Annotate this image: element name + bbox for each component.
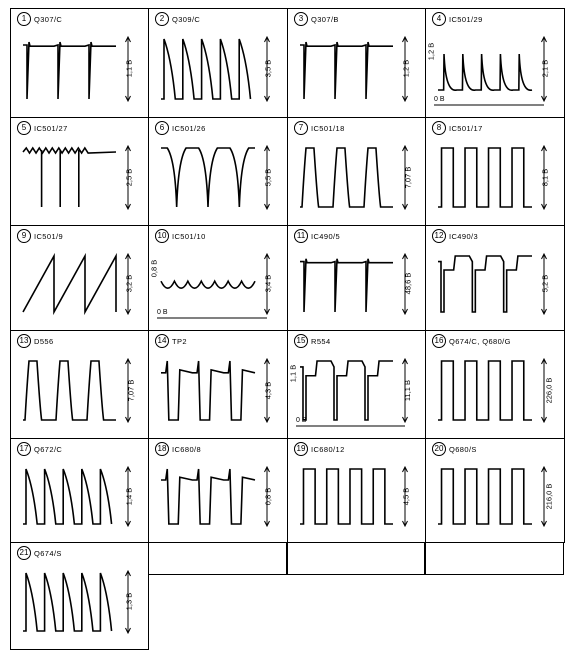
cell-number-badge: 1 <box>17 12 31 26</box>
amplitude-value: 4,3 В <box>263 381 273 399</box>
amplitude-value: 7,07 В <box>126 379 136 401</box>
oscillogram-cell-6 <box>148 117 288 226</box>
oscillogram-cell-8 <box>425 117 565 226</box>
waveform-trace <box>23 361 116 420</box>
test-point-label: Q680/S <box>449 444 477 454</box>
cell-number-badge: 6 <box>155 121 169 135</box>
secondary-amplitude-value: 0,8 В <box>149 259 159 278</box>
waveform-trace <box>300 469 393 524</box>
waveform-trace <box>23 469 112 524</box>
cell-number-badge: 11 <box>294 229 308 243</box>
amplitude-value: 1,2 В <box>401 59 411 78</box>
test-point-label: D556 <box>34 336 54 346</box>
waveform-trace <box>23 148 116 207</box>
waveform-trace <box>300 361 393 420</box>
oscillogram-cell-16 <box>425 330 565 439</box>
waveform-trace <box>438 361 532 420</box>
waveform-trace <box>161 148 255 207</box>
oscillogram-cell-20 <box>425 438 565 543</box>
amplitude-value: 7,07 В <box>403 166 413 188</box>
cell-number-badge: 13 <box>17 334 31 348</box>
waveform-trace <box>438 256 532 312</box>
cell-number-badge: 4 <box>432 12 446 26</box>
test-point-label: Q309/C <box>172 14 201 24</box>
waveform-trace <box>300 259 393 312</box>
test-point-label: Q674/S <box>34 548 62 558</box>
oscillogram-cell-21 <box>10 542 149 650</box>
test-point-label: Q307/B <box>311 14 339 24</box>
waveform-trace <box>161 39 250 99</box>
waveform-trace <box>438 469 532 524</box>
cell-number-badge: 14 <box>155 334 169 348</box>
oscillogram-cell-12 <box>425 225 565 331</box>
amplitude-value: 3,2 В <box>124 274 134 293</box>
oscillogram-cell-15 <box>287 330 426 439</box>
oscillogram-cell-14 <box>148 330 288 439</box>
test-point-label: IC490/5 <box>311 231 341 241</box>
cell-number-badge: 20 <box>432 442 446 456</box>
amplitude-value: 1,4 В <box>124 487 134 505</box>
oscillogram-cell-10 <box>148 225 288 331</box>
amplitude-value: 1,3 В <box>124 592 134 611</box>
amplitude-value: 5,5 В <box>263 168 273 186</box>
oscillogram-cell-2 <box>148 8 288 118</box>
cell-number-badge: 18 <box>155 442 169 456</box>
cell-number-badge: 15 <box>294 334 308 348</box>
secondary-amplitude-value: 1,1 В <box>288 364 298 383</box>
test-point-label: Q672/C <box>34 444 63 454</box>
amplitude-value: 5,2 В <box>540 274 550 293</box>
cell-number-badge: 8 <box>432 121 446 135</box>
test-point-label: IC501/29 <box>449 14 483 24</box>
test-point-label: Q307/C <box>34 14 63 24</box>
cell-number-badge: 7 <box>294 121 308 135</box>
waveform-trace <box>300 42 393 99</box>
zero-level-label: 0 В <box>434 96 445 103</box>
amplitude-value: 226,0 В <box>544 377 554 403</box>
cell-number-badge: 2 <box>155 12 169 26</box>
cell-number-badge: 19 <box>294 442 308 456</box>
test-point-label: IC680/12 <box>311 444 345 454</box>
waveform-trace <box>23 42 116 99</box>
zero-level-label: 0 В <box>157 309 168 316</box>
oscillogram-cell-1 <box>10 8 149 118</box>
test-point-label: IC501/18 <box>311 123 345 133</box>
amplitude-value: 2,1 В <box>540 59 550 78</box>
test-point-label: IC680/8 <box>172 444 202 454</box>
waveform-trace <box>438 148 532 207</box>
oscillogram-cell-19 <box>287 438 426 543</box>
waveform-trace <box>161 361 255 420</box>
test-point-label: IC501/27 <box>34 123 68 133</box>
amplitude-value: 216,0 В <box>544 483 554 509</box>
amplitude-value: 2,5 В <box>124 168 134 186</box>
cell-number-badge: 5 <box>17 121 31 135</box>
waveform-trace <box>300 148 393 207</box>
amplitude-value: 4,5 В <box>401 487 411 505</box>
amplitude-value: 0,8 В <box>263 487 273 505</box>
secondary-amplitude-value: 1,2 В <box>426 42 436 61</box>
cell-number-badge: 10 <box>155 229 169 243</box>
oscillogram-cell-9 <box>10 225 149 331</box>
waveform-trace <box>438 54 532 90</box>
waveform-trace <box>161 469 255 524</box>
oscillogram-cell-18 <box>148 438 288 543</box>
waveform-trace <box>23 256 116 312</box>
cell-number-badge: 16 <box>432 334 446 348</box>
empty-cell <box>425 542 564 575</box>
test-point-label: IC501/9 <box>34 231 64 241</box>
waveform-plot <box>426 439 563 541</box>
cell-number-badge: 9 <box>17 229 31 243</box>
amplitude-value: 1,1 В <box>124 59 134 78</box>
waveform-plot <box>426 331 563 437</box>
empty-cell <box>148 542 287 575</box>
cell-number-badge: 17 <box>17 442 31 456</box>
waveform-trace <box>23 573 112 631</box>
amplitude-value: 3,4 В <box>263 274 273 293</box>
zero-level-label: 0 В <box>296 417 307 424</box>
cell-number-badge: 12 <box>432 229 446 243</box>
oscillogram-cell-7 <box>287 117 426 226</box>
test-point-label: IC501/17 <box>449 123 483 133</box>
oscillogram-cell-4 <box>425 8 565 118</box>
amplitude-value: 3,5 В <box>263 59 273 78</box>
oscillogram-cell-3 <box>287 8 426 118</box>
amplitude-value: 48,6 В <box>403 272 413 295</box>
cell-number-badge: 3 <box>294 12 308 26</box>
test-point-label: IC490/3 <box>449 231 479 241</box>
oscillogram-cell-5 <box>10 117 149 226</box>
test-point-label: IC501/26 <box>172 123 206 133</box>
test-point-label: Q674/C, Q680/G <box>449 336 511 346</box>
empty-cell <box>287 542 425 575</box>
waveform-trace <box>161 281 255 288</box>
amplitude-value: 8,1 В <box>540 168 550 186</box>
test-point-label: R554 <box>311 336 331 346</box>
test-point-label: IC501/10 <box>172 231 206 241</box>
oscillogram-cell-17 <box>10 438 149 543</box>
oscillogram-cell-13 <box>10 330 149 439</box>
amplitude-value: 11,1 В <box>403 379 413 401</box>
oscillogram-cell-11 <box>287 225 426 331</box>
cell-number-badge: 21 <box>17 546 31 560</box>
test-point-label: TP2 <box>172 336 187 346</box>
